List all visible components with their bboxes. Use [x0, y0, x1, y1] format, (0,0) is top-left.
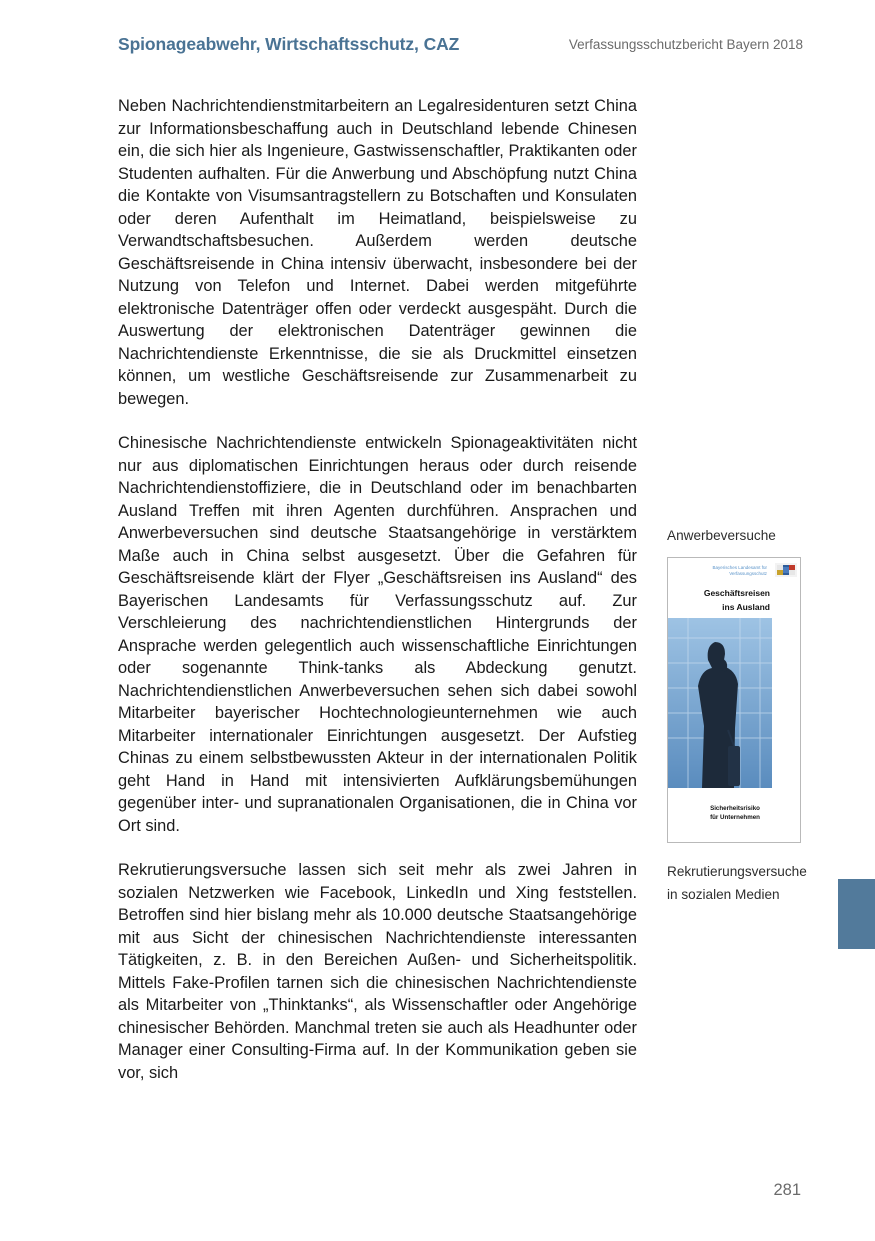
paragraph-text: Rekrutierungsversuche lassen sich seit mehr als zwei Jahren in sozialen Netzwerken wie Facebook, LinkedIn und Xing feststellen. Betroffen sind hier bislang mehr als 10.000 deutsche Staatsangehörige mit aus Sicht der chinesischen Nachrichtendienste interessanten Tätigkeiten, z. B. in den Bereichen Außen- und Sicherheitspolitik. Mittels Fake-Profilen tarnen sich die chinesischen Nachrichtendienste als Mitarbeiter von „Thinktanks“, als Wissenschaftler oder Angehörige chinesischer Behörden. Manchmal treten sie auch als Headhunter oder Manager einer Consulting-Firma auf. In der Kommunikation geben sie vor, sich [118, 861, 637, 1082]
flyer-title [678, 586, 770, 614]
section-title: Spionageabwehr, Wirtschaftsschutz, CAZ [118, 34, 460, 54]
flyer-tagline [674, 804, 796, 822]
page-number: 281 [773, 1181, 801, 1199]
flyer-title-line: ins Ausland [722, 602, 770, 612]
flyer-title-line: Geschäftsreisen [703, 588, 770, 598]
chapter-tab-marker [838, 879, 875, 949]
flyer-tagline-line: für Unternehmen [710, 814, 760, 821]
report-title: Verfassungsschutzbericht Bayern 2018 [568, 37, 803, 52]
flyer-tagline-line: Sicherheitsrisiko [710, 805, 760, 812]
bavarian-crest-icon [775, 563, 797, 577]
paragraph-text: Neben Nachrichtendienstmitarbeitern an Legalresidenturen setzt China zur Informationsbeschaffung auch in Deutschland lebende Chinesen ein, die sich hier als Ingenieure, Gastwissenschaftler, Praktikanten oder Studenten aufhalten. Für die Anwerbung und Abschöpfung nutzt China die Kontakte von Visumsantragstellern zu Botschaften und Konsulaten oder deren Aufenthalt im Heimatland, beispielsweise zu Verwandtschaftsbesuchen. Außerdem werden deutsche Geschäftsreisende in China intensiv überwacht, insbesondere bei der Nutzung von Telefon und Internet. Dabei werden mitgeführte elektronische Datenträger offen oder verdeckt ausgespäht. Durch die Auswertung der elektronischen Datenträger gewinnen die Nachrichtendienste Erkenntnisse, die sie als Druckmittel einsetzen können, um westliche Geschäftsreisende zur Zusammenarbeit zu bewegen. [118, 97, 637, 408]
body-paragraph [118, 859, 637, 1084]
paragraph-text: Chinesische Nachrichtendienste entwickeln Spionageaktivitäten nicht nur aus diplomatischen Einrichtungen heraus oder durch reisende Nachrichtendienstoffiziere, die in Deutschland oder im benachbarten Ausland Treffen mit ihren Agenten durchführen. Ansprachen und Anwerbeversuchen sind deutsche Staatsangehörige in verstärktem Maße auch in China selbst ausgesetzt. Über die Gefahren für Geschäftsreisende klärt der Flyer „Geschäftsreisen ins Ausland“ des Bayerischen Landesamts für Verfassungsschutz auf. Zur Verschleierung des nachrichtendienstlichen Hintergrunds der Ansprache werden gelegentlich auch wissenschaftliche Einrichtungen oder sogenannte Think-tanks als Abdeckung genutzt. Nachrichtendienstlichen Anwerbeversuchen sehen sich dabei sowohl Mitarbeiter bayerischer Hochtechnologieunternehmen wie auch Mitarbeiter internationaler Einrichtungen ausgesetzt. Der Aufstieg Chinas zu einem selbstbewussten Akteur in der internationalen Politik geht Hand in Hand mit intensivierten Aufklärungsbemühungen gegenüber inter- und supranationalen Organisationen, die in China vor Ort sind. [118, 434, 637, 835]
body-paragraph [118, 95, 637, 410]
margin-note-recruitment: Anwerbeversuche [667, 528, 776, 543]
flyer-agency-name: Bayerisches Landesamt für Verfassungsschutz [712, 565, 767, 576]
flyer-cover-image [667, 557, 801, 843]
margin-note-social-media: Rekrutierungsversuche in sozialen Medien [667, 864, 807, 902]
businessman-silhouette-photo [668, 618, 772, 788]
body-paragraph [118, 432, 637, 837]
